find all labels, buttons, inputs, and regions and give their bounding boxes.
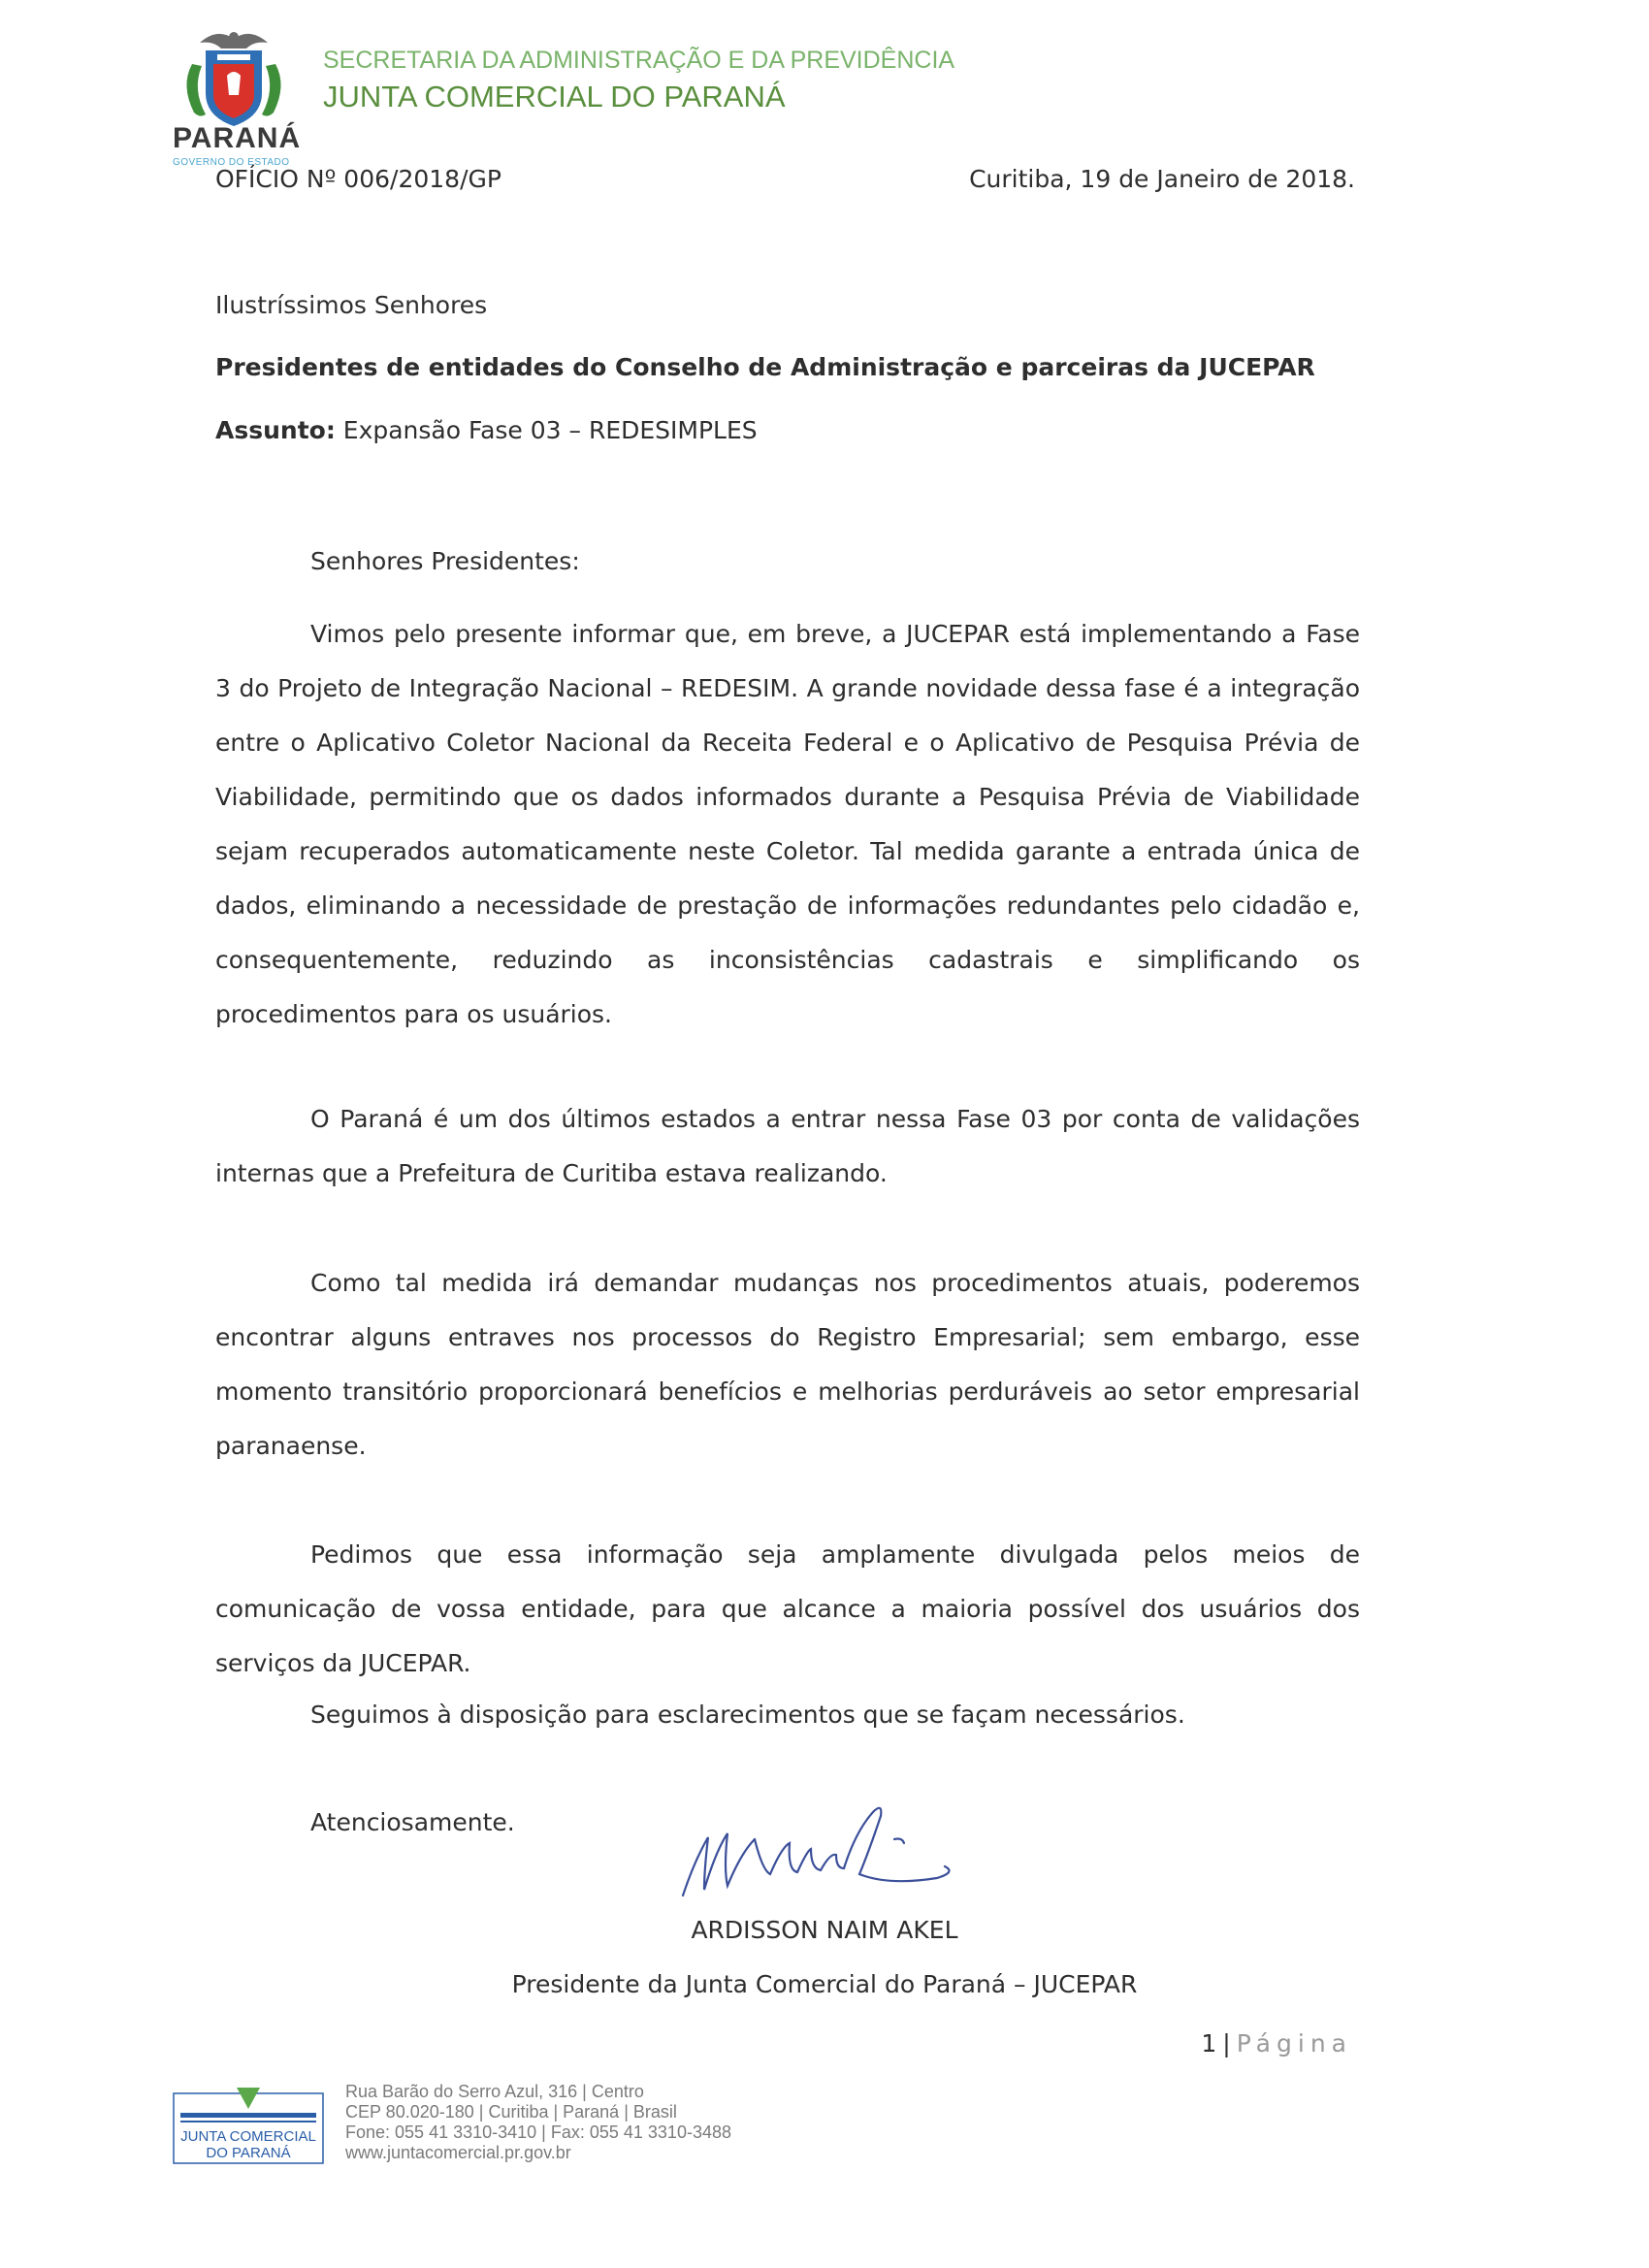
footer-logo-line1: JUNTA COMERCIAL: [180, 2128, 316, 2145]
footer-phone: Fone: 055 41 3310-3410 | Fax: 055 41 3310-3488: [345, 2122, 731, 2142]
salutation: Ilustríssimos Senhores: [215, 291, 488, 319]
oficio-number: OFÍCIO Nº 006/2018/GP: [215, 165, 501, 193]
paragraph-text: O Paraná é um dos últimos estados a entrar nessa Fase 03 por conta de validações internas que a Prefeitura de Curitiba estava realizando.: [215, 1105, 1360, 1187]
junta-heading: JUNTA COMERCIAL DO PARANÁ: [323, 80, 786, 113]
body-paragraph: [215, 1256, 1360, 1474]
footer-postal: CEP 80.020-180 | Curitiba | Paraná | Brasil: [345, 2102, 677, 2122]
recipients: Presidentes de entidades do Conselho de Administração e parceiras da JUCEPAR: [215, 353, 1315, 381]
state-subtitle: GOVERNO DO ESTADO: [173, 157, 290, 168]
paragraph-text: Como tal medida irá demandar mudanças nos procedimentos atuais, poderemos encontrar alguns entraves nos processos do Registro Empresarial; sem embargo, esse momento transitório proporcionará benefícios e melhorias perduráveis ao setor empresarial paranaense.: [215, 1269, 1360, 1460]
body-paragraph: [215, 1092, 1360, 1201]
letter-date: Curitiba, 19 de Janeiro de 2018.: [969, 165, 1355, 193]
body-paragraph: [215, 1528, 1360, 1691]
footer-logo-text: [175, 2128, 322, 2161]
body-paragraph: Seguimos à disposição para esclarecimentos que se façam necessários.: [310, 1701, 1185, 1729]
subject-label: Assunto:: [215, 416, 336, 444]
paragraph-text: Vimos pelo presente informar que, em breve, a JUCEPAR está implementando a Fase 3 do Projeto de Integração Nacional – REDESIM. A grande novidade dessa fase é a integração entre o Aplicativo Coletor Nacional da Receita Federal e o Aplicativo de Pesquisa Prévia de Viabilidade, permitindo que os dados informados durante a Pesquisa Prévia de Viabilidade sejam recuperados automaticamente neste Coletor. Tal medida garante a entrada única de dados, eliminando a necessidade de prestação de informações redundantes pelo cidadão e, consequentemente, reduzindo as inconsistências cadastrais e simplificando os procedimentos para os usuários.: [215, 620, 1360, 1028]
subject-text: Expansão Fase 03 – REDESIMPLES: [335, 416, 758, 444]
paragraph-text: Pedimos que essa informação seja amplamente divulgada pelos meios de comunicação de vossa entidade, para que alcance a maioria possível dos usuários dos serviços da JUCEPAR.: [215, 1540, 1360, 1677]
state-wordmark: PARANÁ: [173, 122, 302, 154]
footer-logo-line2: DO PARANÁ: [206, 2145, 291, 2161]
closing: Atenciosamente.: [310, 1808, 515, 1836]
footer-website[interactable]: www.juntacomercial.pr.gov.br: [345, 2143, 571, 2162]
signer-name: ARDISSON NAIM AKEL: [691, 1916, 958, 1944]
page-word: Página: [1236, 2029, 1352, 2057]
footer-address: Rua Barão do Serro Azul, 316 | Centro: [345, 2082, 644, 2101]
page-number: [1201, 2029, 1352, 2057]
handwritten-signature: [665, 1793, 976, 1909]
signer-role: Presidente da Junta Comercial do Paraná – JUCEPAR: [511, 1970, 1138, 1998]
page-number-value: 1: [1201, 2029, 1217, 2057]
greeting: Senhores Presidentes:: [310, 547, 580, 575]
page-separator: |: [1222, 2029, 1231, 2057]
body-paragraph: [215, 607, 1360, 1042]
secretaria-heading: SECRETARIA DA ADMINISTRAÇÃO E DA PREVIDÊNCIA: [323, 47, 955, 74]
subject-line: [215, 416, 758, 444]
